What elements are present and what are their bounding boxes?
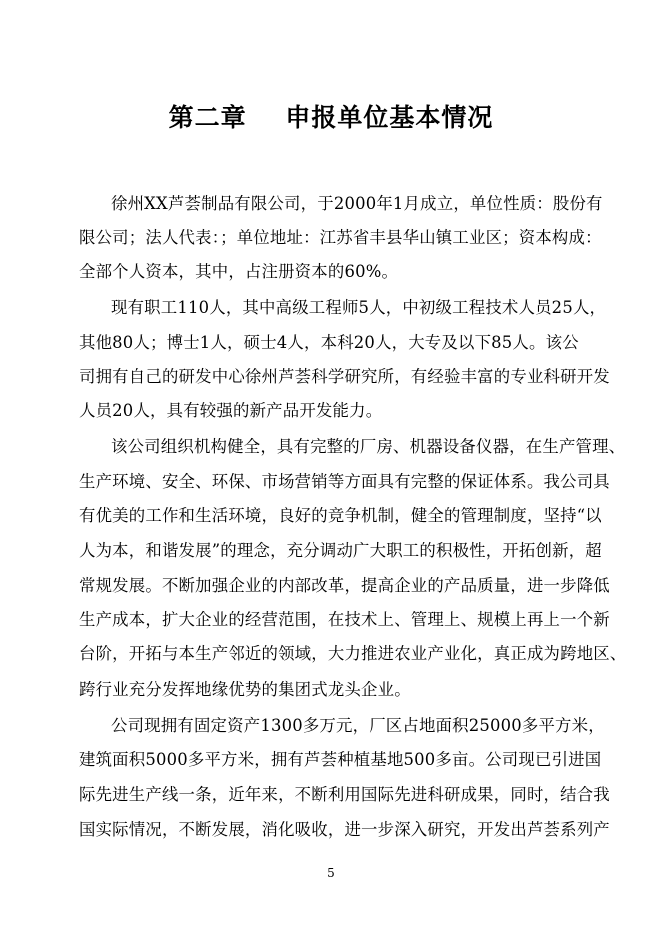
paragraph-3-line-1: 该公司组织机构健全，具有完整的厂房、机器设备仪器，在生产管理、 xyxy=(111,437,626,456)
paragraph-4-line-3: 际先进生产线一条，近年来，不断利用国际先进科研成果，同时，结合我 xyxy=(79,785,610,804)
paragraph-1-line-2: 限公司；法人代表：；单位地址：江苏省丰县华山镇工业区；资本构成： xyxy=(79,228,602,247)
page-number: 5 xyxy=(327,866,335,880)
paragraph-4-line-2: 建筑面积5000多平方米，拥有芦荟种植基地500多亩。公司现已引进国 xyxy=(79,750,602,769)
paragraph-3-line-6: 生产成本，扩大企业的经营范围，在技术上、管理上、规模上再上一个新 xyxy=(79,610,610,629)
paragraph-4-line-4: 国实际情况，不断发展，消化吸收，进一步深入研究，开发出芦荟系列产 xyxy=(79,820,610,839)
paragraph-2-line-4: 人员20人，具有较强的新产品开发能力。 xyxy=(79,401,383,420)
paragraph-3-line-8: 跨行业充分发挥地缘优势的集团式龙头企业。 xyxy=(79,680,411,699)
paragraph-3-line-2: 生产环境、安全、环保、市场营销等方面具有完整的保证体系。我公司具 xyxy=(79,472,610,491)
paragraph-3-line-3: 有优美的工作和生活环境，良好的竞争机制，健全的管理制度，坚持“以 xyxy=(79,506,602,525)
paragraph-4-line-1: 公司现拥有固定资产1300多万元，厂区占地面积25000多平方米， xyxy=(111,716,605,735)
paragraph-2-line-2: 其他80人；博士1人，硕士4人，本科20人，大专及以下85人。该公 xyxy=(79,333,579,352)
paragraph-3-line-4: 人为本，和谐发展”的理念，充分调动广大职工的积极性，开拓创新，超 xyxy=(79,541,602,560)
paragraph-2-line-1: 现有职工110人，其中高级工程师5人，中初级工程技术人员25人， xyxy=(111,298,607,317)
paragraph-1-line-3: 全部个人资本，其中，占注册资本的60%。 xyxy=(79,262,399,281)
paragraph-3-line-5: 常规发展。不断加强企业的内部改革，提高企业的产品质量，进一步降低 xyxy=(79,576,610,595)
paragraph-3-line-7: 台阶，开拓与本生产邻近的领域，大力推进农业产业化，真正成为跨地区、 xyxy=(79,644,627,663)
paragraph-2-line-3: 司拥有自己的研发中心徐州芦荟科学研究所，有经验丰富的专业科研开发 xyxy=(79,367,610,386)
chapter-title: 第二章 申报单位基本情况 xyxy=(168,103,494,132)
paragraph-1-line-1: 徐州XX芦荟制品有限公司，于2000年1月成立，单位性质：股份有 xyxy=(111,194,603,213)
